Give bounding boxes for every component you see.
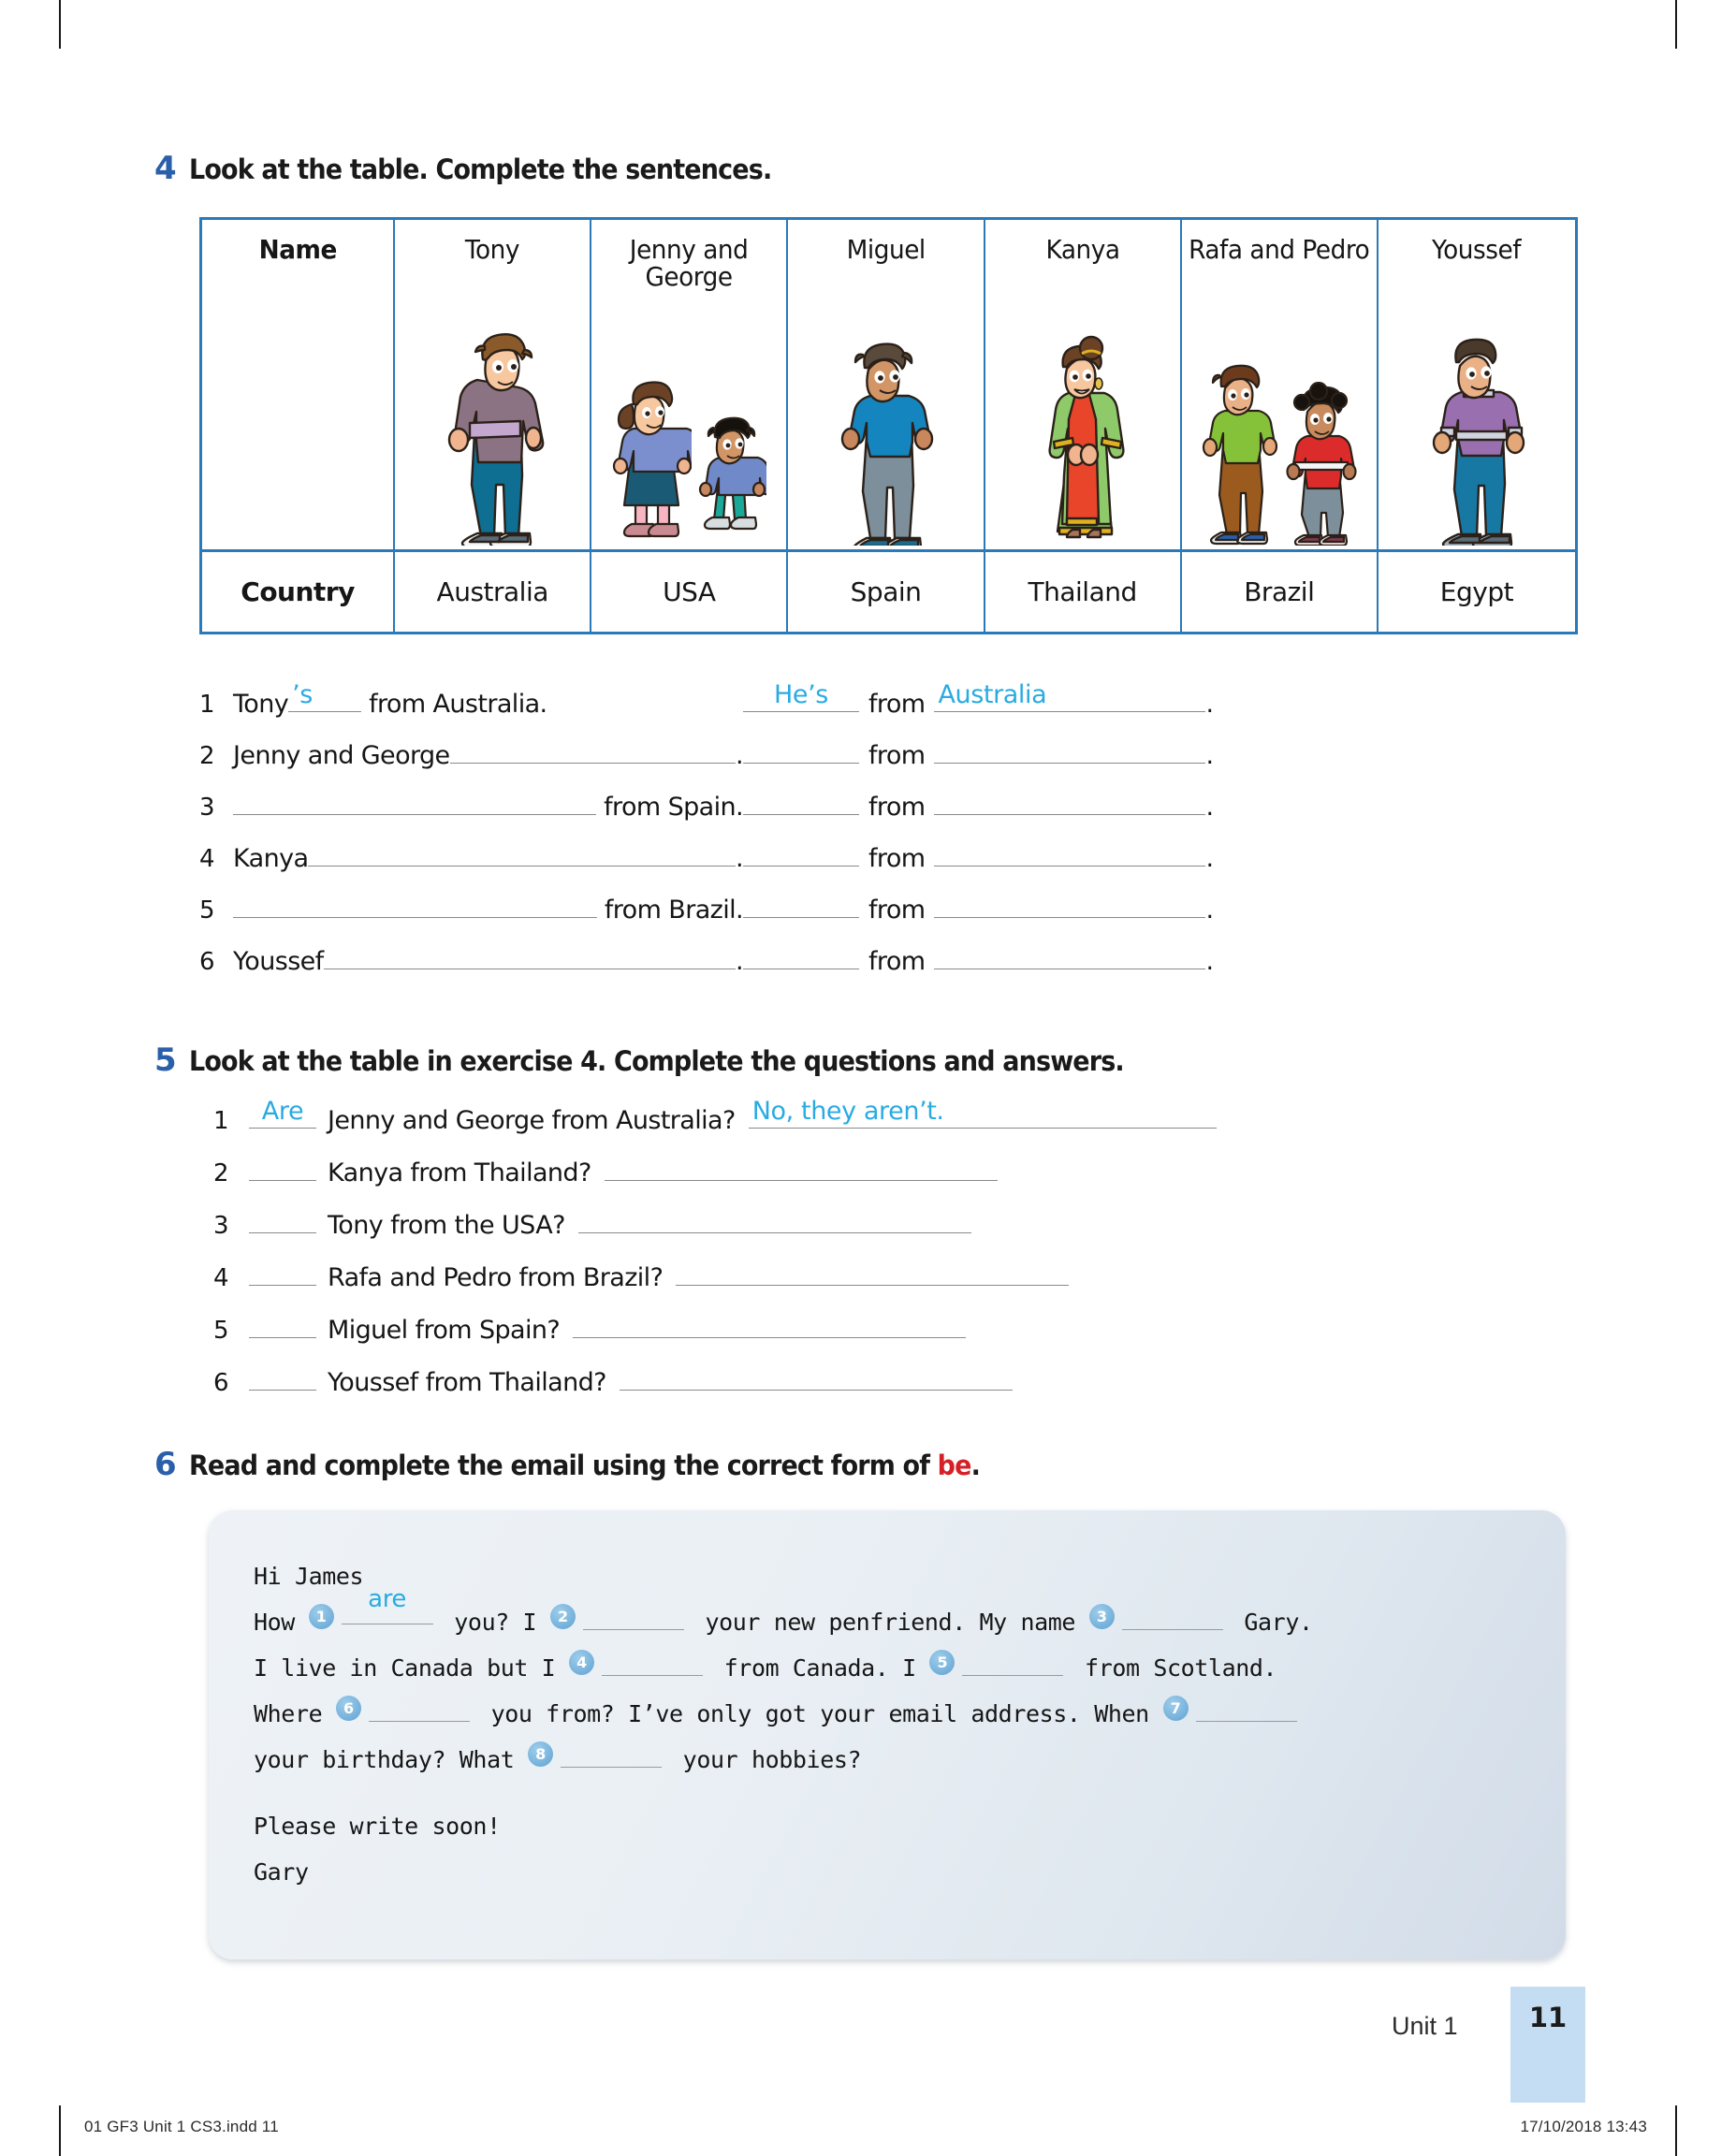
table-column-miguel	[788, 220, 985, 549]
gap-marker-1: 1	[309, 1604, 334, 1629]
answer-blank-country[interactable]	[934, 889, 1205, 918]
handwritten-answer: No, they aren’t.	[751, 1097, 944, 1126]
answer-blank-country[interactable]	[934, 838, 1205, 867]
answer-blank[interactable]	[233, 786, 596, 815]
email-gap-8[interactable]	[561, 1742, 662, 1768]
email-text: your birthday? What	[254, 1746, 529, 1773]
email-gap-1[interactable]	[342, 1585, 433, 1624]
table-country-cell: Egypt	[1439, 576, 1514, 607]
answer-blank[interactable]	[233, 889, 597, 918]
row-number: 6	[213, 1369, 228, 1397]
answer-blank[interactable]	[288, 680, 361, 712]
exercise-6-heading	[154, 1446, 1040, 1483]
answer-blank-verb[interactable]	[249, 1204, 316, 1233]
period: .	[1205, 896, 1214, 925]
exercise-4-number: 4	[154, 150, 177, 187]
row-number: 5	[213, 1317, 228, 1345]
handwritten-answer: ’s	[292, 680, 313, 709]
gap-marker-6: 6	[336, 1696, 361, 1721]
from-label: from	[868, 947, 926, 976]
answer-blank-pronoun[interactable]	[743, 735, 859, 764]
period: .	[1205, 793, 1214, 822]
exercise-5-number: 5	[154, 1042, 177, 1079]
handwritten-answer: Australia	[938, 680, 1047, 709]
question-text: Rafa and Pedro from Brazil?	[328, 1263, 664, 1292]
figure-george-illustration	[697, 415, 766, 546]
answer-blank-country[interactable]	[934, 735, 1205, 764]
table-country-cell: Thailand	[985, 552, 1182, 632]
table-column-tony	[395, 220, 591, 549]
exercise-6-title	[189, 1449, 980, 1481]
exercise-6-title-pre: Read and complete the email using the correct form of	[189, 1449, 938, 1481]
from-label: from	[868, 844, 926, 873]
email-gap-7[interactable]	[1196, 1697, 1297, 1722]
table-column-label: Jenny and George	[630, 234, 749, 293]
sentence-tail: from Brazil.	[596, 896, 743, 925]
gap-marker-4: 4	[569, 1650, 594, 1675]
table-figure-row	[202, 220, 1575, 549]
gap-marker-3: 3	[1089, 1604, 1115, 1629]
figure-group-miguel	[788, 312, 983, 546]
gap-marker-8: 8	[528, 1741, 553, 1767]
sentence-right	[743, 786, 1213, 822]
table-column-youssef	[1379, 220, 1575, 549]
from-label: from	[868, 793, 926, 822]
sentence-subject: Kanya	[233, 844, 309, 873]
figure-pedro-illustration	[1285, 382, 1358, 546]
table-column-label: Miguel	[846, 234, 926, 265]
table-column-label: Tony	[465, 234, 520, 265]
table-country-header: Country	[202, 552, 395, 632]
table-column-jenny-george	[591, 220, 788, 549]
handwritten-answer: Are	[261, 1097, 304, 1126]
exercise-5-title: Look at the table in exercise 4. Complete the questions and answers.	[189, 1045, 1125, 1077]
sentence-tail: from Australia.	[361, 690, 547, 719]
email-gap-2[interactable]	[583, 1605, 684, 1630]
sentence-row	[199, 940, 1566, 992]
sentence-tail: from Spain.	[596, 793, 743, 822]
period: .	[1205, 844, 1214, 873]
sentence-left	[233, 786, 743, 822]
figure-group-kanya	[985, 312, 1180, 546]
answer-blank-verb[interactable]	[249, 1309, 316, 1338]
email-greeting: Hi James	[254, 1563, 364, 1590]
email-gap-6[interactable]	[369, 1697, 470, 1722]
exercise-5-heading	[154, 1042, 1194, 1079]
answer-blank-response[interactable]	[578, 1204, 971, 1233]
question-text: Miguel from Spain?	[328, 1316, 561, 1345]
figure-rafa-illustration	[1201, 358, 1279, 546]
from-label: from	[868, 690, 926, 719]
exercise-4-sentence-list	[199, 680, 1566, 992]
row-number: 2	[199, 742, 214, 770]
sentence-left	[233, 838, 743, 873]
table-country-row	[202, 549, 1575, 632]
table-country-cell: Spain	[788, 552, 985, 632]
unit-label: Unit 1	[1392, 2012, 1458, 2040]
sentence-right	[743, 735, 1213, 770]
answer-blank-response[interactable]	[676, 1257, 1069, 1286]
question-row	[213, 1309, 1561, 1362]
answer-blank-verb[interactable]	[249, 1152, 316, 1181]
answer-blank-verb[interactable]	[249, 1257, 316, 1286]
answer-blank-country[interactable]	[934, 680, 1205, 712]
people-country-table	[199, 217, 1578, 634]
figure-youssef-illustration	[1422, 328, 1531, 546]
sentence-right	[743, 889, 1213, 925]
table-column-label: Youssef	[1432, 234, 1522, 265]
exercise-6-number: 6	[154, 1446, 177, 1483]
question-text: Tony from the USA?	[328, 1211, 565, 1240]
email-signature: Gary	[254, 1858, 309, 1886]
table-country-cell: Brazil	[1182, 552, 1379, 632]
email-gap-4[interactable]	[602, 1651, 703, 1676]
answer-blank-response[interactable]	[620, 1362, 1013, 1391]
sentence-subject: Jenny and George	[233, 741, 450, 770]
figure-group-youssef	[1379, 312, 1575, 546]
row-number: 2	[213, 1159, 228, 1187]
row-number: 5	[199, 896, 214, 925]
email-signature-line	[254, 1849, 1538, 1895]
sentence-right	[743, 838, 1213, 873]
gap-marker-2: 2	[550, 1604, 576, 1629]
sentence-left	[233, 735, 743, 770]
sentence-row	[199, 889, 1566, 940]
email-card	[209, 1510, 1566, 1959]
answer-blank-response[interactable]	[605, 1152, 998, 1181]
exercise-6-title-post: .	[970, 1449, 981, 1481]
exercise-6-keyword: be	[937, 1449, 971, 1481]
row-number: 4	[213, 1264, 228, 1292]
email-text: Where	[254, 1700, 336, 1727]
sentence-right	[743, 680, 1214, 719]
sentence-tail: .	[736, 844, 743, 873]
period: .	[1205, 741, 1214, 770]
answer-blank-pronoun[interactable]	[743, 838, 859, 867]
question-row	[213, 1362, 1561, 1414]
sentence-right	[743, 940, 1213, 976]
email-text: Gary.	[1230, 1609, 1313, 1636]
gap-marker-7: 7	[1163, 1696, 1189, 1721]
email-text: How	[254, 1609, 309, 1636]
figure-group-tony	[395, 312, 590, 546]
email-line-4	[254, 1691, 1538, 1737]
email-greeting-line	[254, 1553, 1538, 1599]
email-text: you? I	[440, 1609, 550, 1636]
question-row	[213, 1097, 1561, 1152]
answer-blank-pronoun[interactable]	[743, 889, 859, 918]
answer-blank-country[interactable]	[934, 940, 1205, 969]
email-text: your new penfriend. My name	[691, 1609, 1089, 1636]
exercise-4-title: Look at the table. Complete the sentences.	[189, 153, 772, 185]
email-text: I live in Canada but I	[254, 1654, 569, 1682]
answer-blank-response[interactable]	[749, 1097, 1217, 1129]
figure-miguel-illustration	[831, 330, 941, 546]
table-header-name-cell	[202, 220, 395, 549]
page-number-tab	[1510, 1987, 1585, 2103]
table-column-label: Kanya	[1045, 234, 1120, 265]
question-row	[213, 1204, 1561, 1257]
row-number: 3	[199, 794, 214, 822]
email-gap-3[interactable]	[1122, 1605, 1223, 1630]
from-label: from	[868, 741, 926, 770]
table-name-header: Name	[258, 234, 337, 265]
exercise-5-question-list	[213, 1097, 1561, 1414]
answer-blank[interactable]	[324, 940, 736, 969]
gap-marker-5: 5	[929, 1650, 955, 1675]
figure-group-jenny-george	[591, 312, 786, 546]
email-text-body	[254, 1553, 1538, 1895]
handwritten-answer: He’s	[774, 680, 828, 709]
exercise-4-heading	[154, 150, 815, 187]
sentence-subject: Tony	[233, 690, 289, 719]
email-text: from Scotland.	[1071, 1654, 1277, 1682]
row-number: 1	[199, 691, 214, 719]
sentence-tail: .	[736, 947, 743, 976]
table-column-kanya	[985, 220, 1182, 549]
answer-blank[interactable]	[308, 838, 736, 867]
question-row	[213, 1257, 1561, 1309]
answer-blank-response[interactable]	[573, 1309, 966, 1338]
figure-tony-illustration	[436, 326, 548, 546]
print-file-info: 01 GF3 Unit 1 CS3.indd 11	[84, 2118, 279, 2135]
answer-blank-pronoun[interactable]	[743, 680, 859, 712]
sentence-row	[199, 838, 1566, 889]
question-text: Youssef from Thailand?	[328, 1368, 606, 1397]
sentence-row	[199, 786, 1566, 838]
answer-blank-country[interactable]	[934, 786, 1205, 815]
email-text: your hobbies?	[669, 1746, 862, 1773]
page-number: 11	[1528, 2002, 1568, 2033]
email-gap-5[interactable]	[962, 1651, 1063, 1676]
row-number: 3	[213, 1212, 228, 1240]
print-timestamp: 17/10/2018 13:43	[1520, 2118, 1647, 2135]
email-line-5	[254, 1737, 1538, 1783]
period: .	[1205, 690, 1214, 719]
sentence-subject: Youssef	[233, 947, 324, 976]
period: .	[1205, 947, 1214, 976]
question-row	[213, 1152, 1561, 1204]
table-column-rafa-pedro	[1182, 220, 1379, 549]
figure-group-rafa-pedro	[1182, 312, 1377, 546]
question-text: Kanya from Thailand?	[328, 1158, 591, 1187]
answer-blank-pronoun[interactable]	[743, 786, 859, 815]
row-number: 1	[213, 1107, 228, 1135]
answer-blank-verb[interactable]	[249, 1362, 316, 1391]
figure-kanya-illustration	[1031, 335, 1134, 546]
email-signoff: Please write soon!	[254, 1813, 501, 1840]
sentence-left	[233, 889, 743, 925]
sentence-left	[233, 680, 743, 719]
table-country-cell: Australia	[395, 552, 591, 632]
answer-blank-verb[interactable]	[249, 1097, 316, 1129]
table-column-label: Rafa and Pedro	[1189, 234, 1370, 265]
email-text: from Canada. I	[709, 1654, 930, 1682]
answer-blank-pronoun[interactable]	[743, 940, 859, 969]
email-line-2	[254, 1585, 1538, 1645]
answer-blank[interactable]	[450, 735, 736, 764]
sentence-left	[233, 940, 743, 976]
row-number: 6	[199, 948, 214, 976]
handwritten-answer: are	[368, 1585, 407, 1613]
table-country-cell: USA	[591, 552, 788, 632]
from-label: from	[868, 896, 926, 925]
email-text: you from? I’ve only got your email address. When	[476, 1700, 1163, 1727]
email-signoff-line	[254, 1803, 1538, 1849]
sentence-row	[199, 680, 1566, 735]
sentence-row	[199, 735, 1566, 786]
sentence-tail: .	[736, 741, 743, 770]
row-number: 4	[199, 845, 214, 873]
figure-jenny-illustration	[611, 372, 692, 546]
question-text: Jenny and George from Australia?	[328, 1106, 736, 1135]
